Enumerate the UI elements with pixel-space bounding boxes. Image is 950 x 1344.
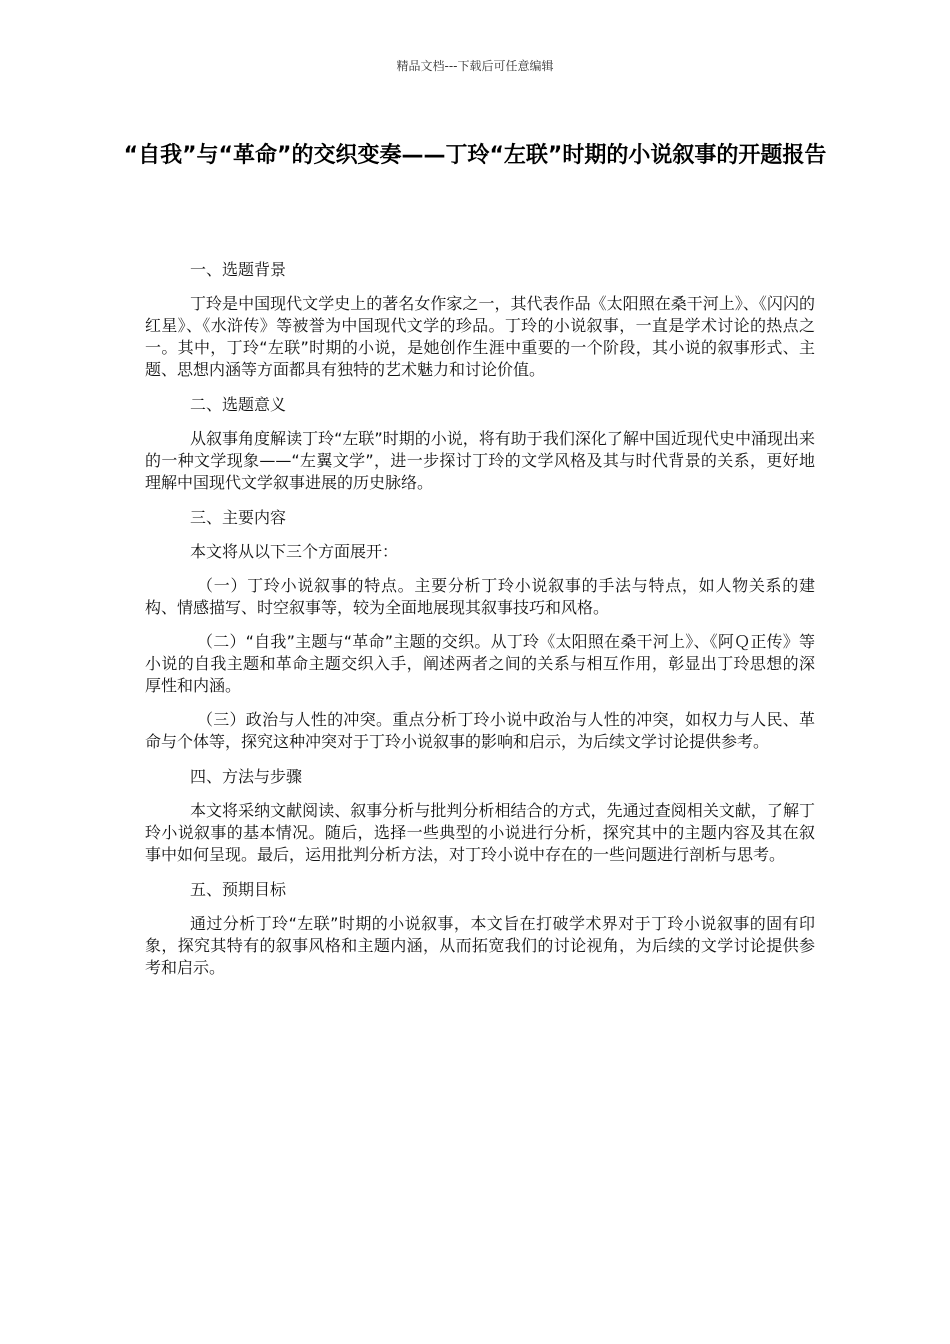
paragraph-content-item-2: （二）“自我”主题与“革命”主题的交织。从丁玲《太阳照在桑干河上》、《阿Ｑ正传》等小说的自我主题和革命主题交织入手，阐述两者之间的关系与相互作用，彰显出丁玲思想的深厚性和内涵。	[145, 632, 815, 695]
section-heading-content: 三、主要内容	[190, 508, 287, 527]
paragraph-methods: 本文将采纳文献阅读、叙事分析与批判分析相结合的方式，先通过查阅相关文献，了解丁玲小说叙事的基本情况。随后，选择一些典型的小说进行分析，探究其中的主题内容及其在叙事中如何呈现。最后，运用批判分析方法，对丁玲小说中存在的一些问题进行剖析与思考。	[145, 801, 815, 864]
paragraph-significance: 从叙事角度解读丁玲“左联”时期的小说，将有助于我们深化了解中国近现代史中涌现出来的一种文学现象——“左翼文学”，进一步探讨丁玲的文学风格及其与时代背景的关系，更好地理解中国现代文学叙事进展的历史脉络。	[145, 429, 815, 492]
paragraph-background: 丁玲是中国现代文学史上的著名女作家之一，其代表作品《太阳照在桑干河上》、《闪闪的红星》、《水浒传》等被誉为中国现代文学的珍品。丁玲的小说叙事，一直是学术讨论的热点之一。其中，丁玲“左联”时期的小说，是她创作生涯中重要的一个阶段，其小说的叙事形式、主题、思想内涵等方面都具有独特的艺术魅力和讨论价值。	[145, 294, 815, 379]
section-heading-goals: 五、预期目标	[190, 880, 287, 899]
section-heading-background: 一、选题背景	[190, 260, 287, 279]
section-heading-methods: 四、方法与步骤	[190, 767, 303, 786]
document-title: “自我”与“革命”的交织变奏——丁玲“左联”时期的小说叙事的开题报告	[123, 143, 827, 168]
paragraph-content-item-3: （三）政治与人性的冲突。重点分析丁玲小说中政治与人性的冲突，如权力与人民、革命与个体等，探究这种冲突对于丁玲小说叙事的影响和启示，为后续文学讨论提供参考。	[145, 710, 815, 751]
section-heading-significance: 二、选题意义	[190, 395, 287, 414]
paragraph-content-intro: 本文将从以下三个方面展开：	[190, 542, 399, 561]
page-header-watermark: 精品文档---下载后可任意编辑	[396, 59, 554, 73]
paragraph-goals: 通过分析丁玲“左联”时期的小说叙事，本文旨在打破学术界对于丁玲小说叙事的固有印象，探究其特有的叙事风格和主题内涵，从而拓宽我们的讨论视角，为后续的文学讨论提供参考和启示。	[145, 914, 815, 977]
document-body	[145, 258, 815, 991]
paragraph-content-item-1: （一）丁玲小说叙事的特点。主要分析丁玲小说叙事的手法与特点，如人物关系的建构、情感描写、时空叙事等，较为全面地展现其叙事技巧和风格。	[145, 576, 815, 617]
